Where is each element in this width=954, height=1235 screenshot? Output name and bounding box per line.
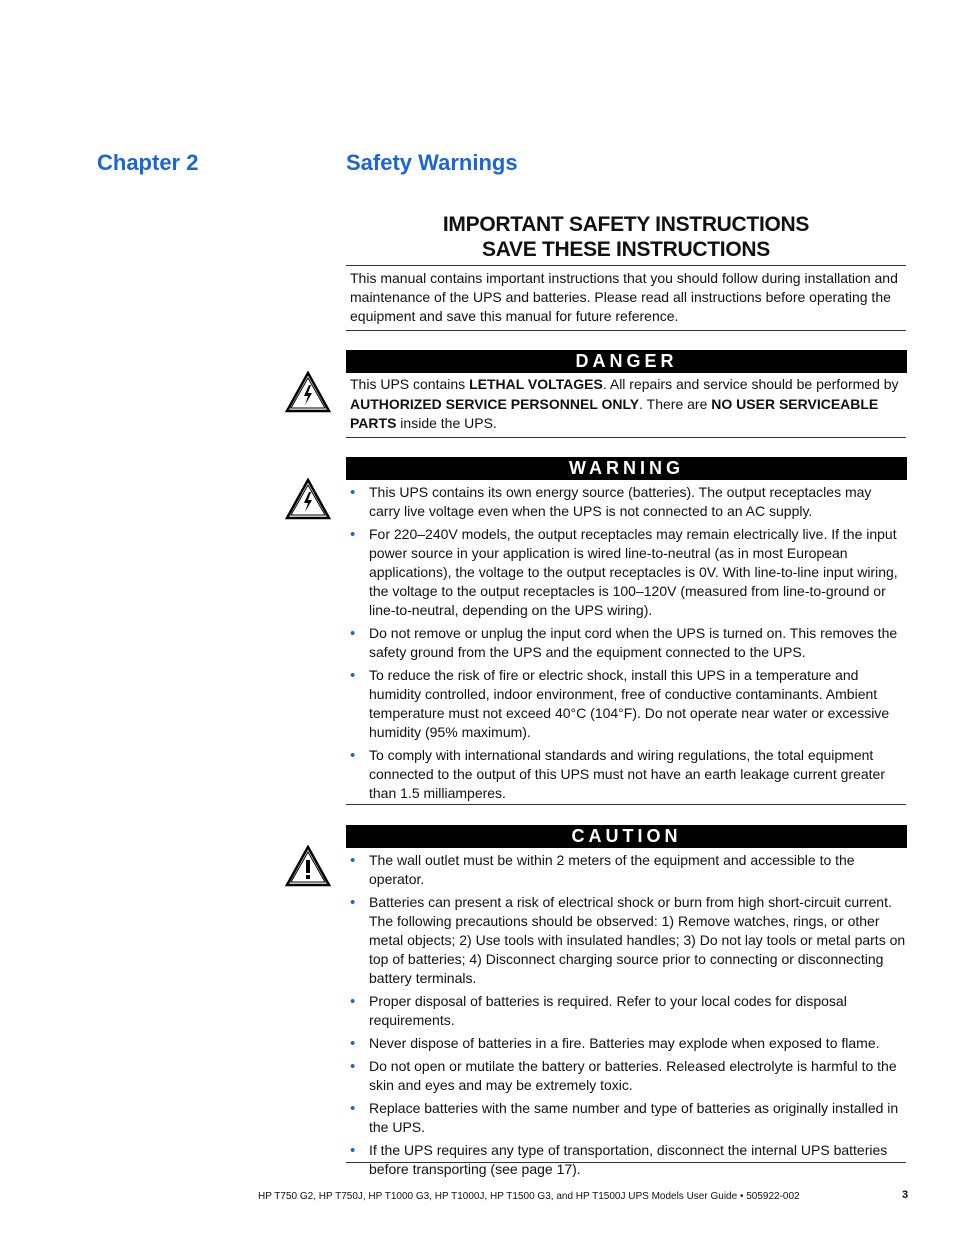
list-item: • Do not remove or unplug the input cord when the UPS is turned on. This removes the safety ground from the UPS and the equipment connected to the UPS. bbox=[350, 625, 898, 660]
list-item: • Do not open or mutilate the battery or batteries. Released electrolyte is harmful to the skin and eyes and may be extremely toxic. bbox=[350, 1058, 897, 1093]
divider bbox=[346, 330, 906, 331]
bullet: • bbox=[350, 1058, 356, 1075]
heading-line-2: SAVE THESE INSTRUCTIONS bbox=[482, 238, 770, 261]
list-item: • The wall outlet must be within 2 meters of the equipment and accessible to the operator. bbox=[350, 852, 855, 887]
exclamation-warning-icon bbox=[285, 845, 331, 887]
list-item: • For 220–240V models, the output receptacles may remain electrically live. If the input power source in your application is wired line-to-neutral (as in most European applications), the voltage to the output receptacles is 0V. With line-to-line input wiring, the voltage to the output receptacles is 100–120V (measured from line-to-ground or line-to-neutral, depending on the UPS wiring). bbox=[350, 526, 898, 618]
divider bbox=[346, 265, 906, 266]
electric-hazard-icon bbox=[285, 371, 331, 413]
danger-text: This UPS contains LETHAL VOLTAGES. All repairs and service should be performed by AUTHORIZED SERVICE PERSONNEL ONLY. There are NO USER SERVICEABLE PARTS inside the UPS. bbox=[350, 376, 899, 431]
intro-paragraph: This manual contains important instructions that you should follow during installation and maintenance of the UPS and batteries. Please read all instructions before operating the equipment and save this manual for future reference. bbox=[350, 270, 898, 324]
bullet: • bbox=[350, 625, 356, 642]
heading-line-1: IMPORTANT SAFETY INSTRUCTIONS bbox=[442, 213, 810, 236]
bullet: • bbox=[350, 1100, 356, 1117]
page-number: 3 bbox=[902, 1189, 909, 1201]
bullet: • bbox=[350, 852, 356, 869]
bullet: • bbox=[350, 747, 356, 764]
divider bbox=[346, 804, 906, 805]
electric-hazard-icon bbox=[285, 478, 331, 520]
main-heading bbox=[346, 212, 906, 262]
list-item: • If the UPS requires any type of transportation, disconnect the internal UPS batteries before transporting (see page 17). bbox=[350, 1142, 888, 1177]
bullet: • bbox=[350, 1142, 356, 1159]
list-item: • This UPS contains its own energy source (batteries). The output receptacles may carry live voltage even when the UPS is not connected to an AC supply. bbox=[350, 484, 872, 519]
warning-list bbox=[350, 483, 906, 807]
bullet: • bbox=[350, 667, 356, 684]
chapter-label: Chapter 2 bbox=[97, 150, 199, 175]
divider bbox=[346, 437, 906, 438]
list-item: • Proper disposal of batteries is required. Refer to your local codes for disposal requirements. bbox=[350, 993, 847, 1028]
bullet: • bbox=[350, 993, 356, 1010]
bullet: • bbox=[350, 526, 356, 543]
list-item: • Never dispose of batteries in a fire. Batteries may explode when exposed to flame. bbox=[350, 1035, 880, 1052]
chapter-title: Safety Warnings bbox=[346, 150, 518, 175]
bullet: • bbox=[350, 1035, 356, 1052]
warning-banner: WARNING bbox=[346, 457, 907, 480]
bullet: • bbox=[350, 894, 356, 911]
divider bbox=[346, 1162, 906, 1163]
page-footer: HP T750 G2, HP T750J, HP T1000 G3, HP T1000J, HP T1500 G3, and HP T1500J UPS Models User Guide • 505922-002 bbox=[258, 1191, 800, 1202]
list-item: • Batteries can present a risk of electrical shock or burn from high short-circuit current. The following precautions should be observed: 1) Remove watches, rings, or other metal objects; 2) Use tools with insulated handles; 3) Do not lay tools or metal parts on top of batteries; 4) Disconnect charging source prior to connecting or disconnecting battery terminals. bbox=[350, 894, 906, 986]
list-item: • Replace batteries with the same number and type of batteries as originally installed in the UPS. bbox=[350, 1100, 899, 1135]
list-item: • To comply with international standards and wiring regulations, the total equipment connected to the output of this UPS must not have an earth leakage current greater than 1.5 milliamperes. bbox=[350, 747, 885, 801]
caution-list bbox=[350, 851, 906, 1183]
caution-banner: CAUTION bbox=[346, 825, 907, 848]
list-item: • To reduce the risk of fire or electric shock, install this UPS in a temperature and humidity controlled, indoor environment, free of conductive contaminants. Ambient temperature must not exceed 40°C (104°F). Do not operate near water or excessive humidity (95% maximum). bbox=[350, 667, 890, 740]
bullet: • bbox=[350, 484, 356, 501]
danger-banner: DANGER bbox=[346, 350, 907, 373]
